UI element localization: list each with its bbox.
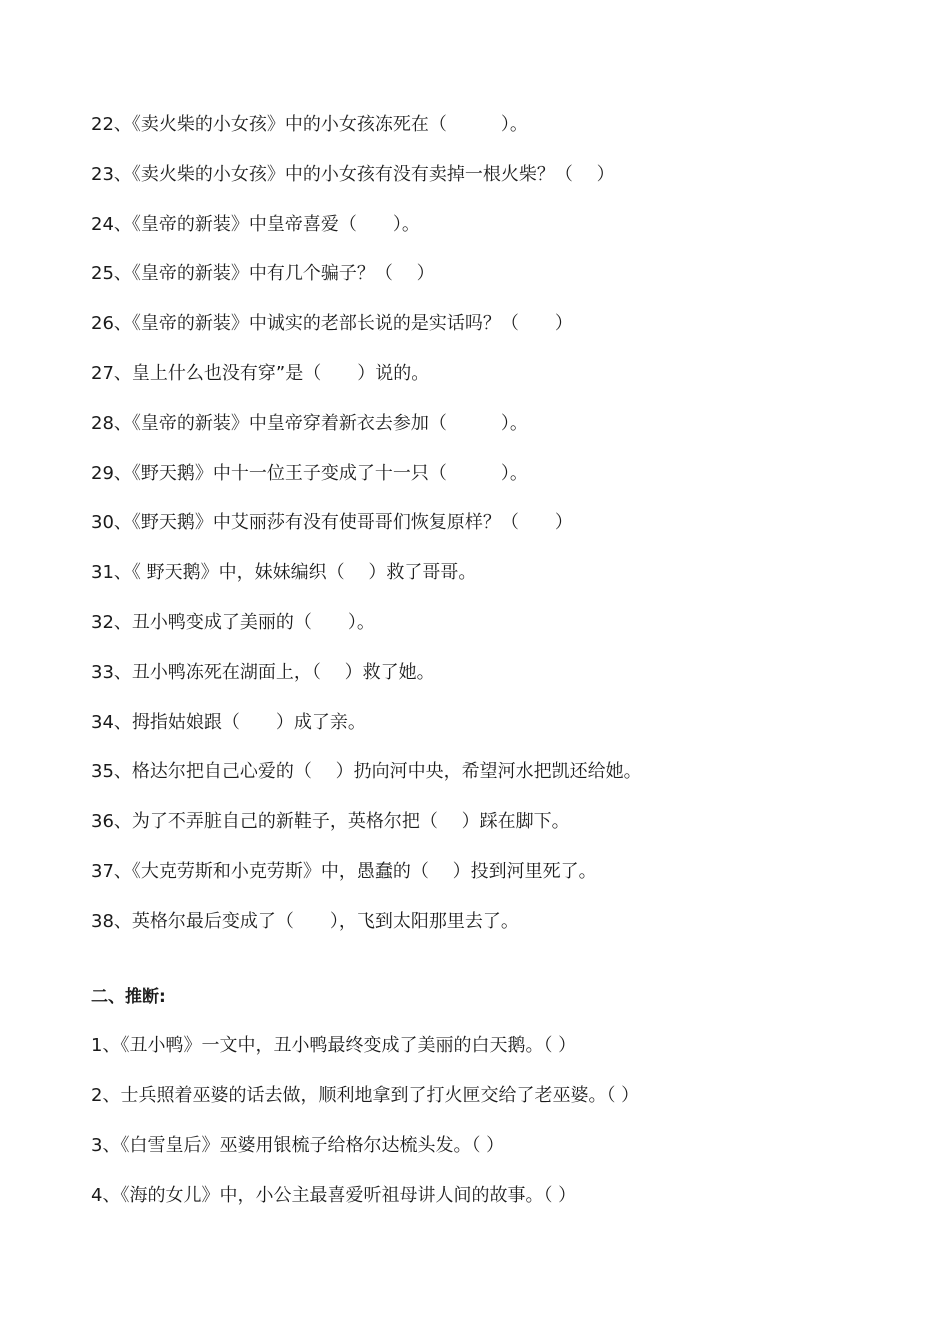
- question-item: 34、拇指姑娘跟（ ）成了亲。: [91, 711, 366, 733]
- question-item: 38、英格尔最后变成了（ ），飞到太阳那里去了。: [91, 910, 519, 932]
- question-item: 37、《大克劳斯和小克劳斯》中，愚蠢的（ ）投到河里死了。: [91, 860, 597, 882]
- question-item: 30、《野天鹅》中艾丽莎有没有使哥哥们恢复原样？（ ）: [91, 512, 573, 534]
- section-title: 二、推断:: [91, 987, 166, 1007]
- judgement-item: 3、《白雪皇后》巫婆用银梳子给格尔达梳头发。（ ）: [91, 1135, 505, 1156]
- question-item: 23、《卖火柴的小女孩》中的小女孩有没有卖掉一根火柴？（ ）: [91, 163, 615, 185]
- question-item: 24、《皇帝的新装》中皇帝喜爱（ ）。: [91, 213, 420, 235]
- judgement-item: 1、《丑小鸭》一文中，丑小鸭最终变成了美丽的白天鹅。（ ）: [91, 1035, 577, 1056]
- judgement-item: 2、士兵照着巫婆的话去做，顺利地拿到了打火匣交给了老巫婆。（ ）: [91, 1085, 640, 1106]
- judgement-item: 4、《海的女儿》中，小公主最喜爱听祖母讲人间的故事。（ ）: [91, 1185, 577, 1206]
- fill-in-question-list: [91, 112, 642, 959]
- question-item: 28、《皇帝的新装》中皇帝穿着新衣去参加（ ）。: [91, 412, 528, 434]
- question-item: 25、《皇帝的新装》中有几个骗子？（ ）: [91, 263, 435, 285]
- question-item: 31、《 野天鹅》中，妹妹编织（ ）救了哥哥。: [91, 562, 477, 584]
- question-item: 26、《皇帝的新装》中诚实的老部长说的是实话吗？（ ）: [91, 313, 573, 335]
- question-item: 36、为了不弄脏自己的新鞋子，英格尔把（ ）踩在脚下。: [91, 811, 570, 833]
- question-item: 35、格达尔把自己心爱的（ ）扔向河中央，希望河水把凯还给她。: [91, 761, 642, 783]
- question-item: 27、皇上什么也没有穿”是（ ）说的。: [91, 362, 430, 384]
- question-item: 32、丑小鸭变成了美丽的（ ）。: [91, 611, 375, 633]
- question-item: 22、《卖火柴的小女孩》中的小女孩冻死在（ ）。: [91, 114, 528, 135]
- question-item: 29、《野天鹅》中十一位王子变成了十一只（ ）。: [91, 462, 528, 484]
- judgement-question-list: [91, 1033, 639, 1233]
- question-item: 33、丑小鸭冻死在湖面上，（ ）救了她。: [91, 661, 435, 683]
